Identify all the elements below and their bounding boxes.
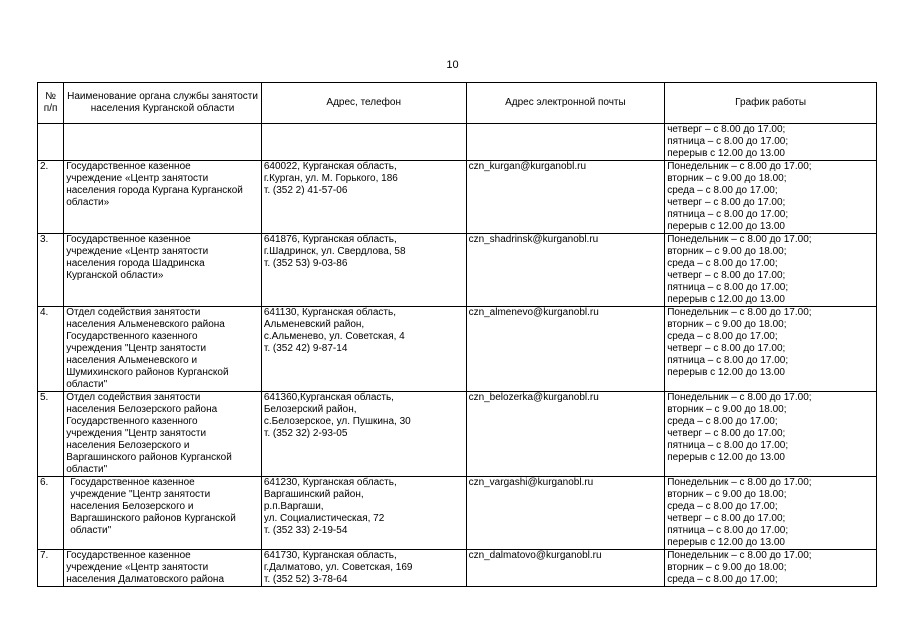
schedule-line: вторник – с 9.00 до 18.00; <box>667 319 787 330</box>
organization-name-line: населения Белозерского и <box>70 501 194 512</box>
email-address: czn_vargashi@kurganobl.ru <box>468 477 594 488</box>
organization-name-line: населения города Шадринска <box>66 258 205 269</box>
organization-name-line: области" <box>66 379 108 390</box>
organization-name-line: населения Альменевского района <box>66 319 225 330</box>
address-line: т. (352 2) 41-57-06 <box>263 185 348 196</box>
address-line: 640022, Курганская область, <box>263 161 397 172</box>
schedule-line: перерыв с 12.00 до 13.00 <box>667 221 785 232</box>
organization-name-line: Отдел содействия занятости <box>66 307 201 318</box>
organization-name-line: области" <box>66 464 108 475</box>
row-number-cell: 5. <box>38 392 64 477</box>
row-number-cell: 6. <box>38 477 64 550</box>
schedule-line: перерыв с 12.00 до 13.00 <box>667 452 785 463</box>
schedule-line: Понедельник – с 8.00 до 17.00; <box>667 307 812 318</box>
table-header-row <box>38 83 877 124</box>
schedule-line: вторник – с 9.00 до 18.00; <box>667 173 787 184</box>
table-row <box>38 307 877 392</box>
page-number: 10 <box>446 59 459 71</box>
schedule-line: четверг – с 8.00 до 17.00; <box>667 197 786 208</box>
continuation-email-cell <box>466 124 665 161</box>
organization-name-line: населения Далматовского района <box>66 574 225 585</box>
schedule-line: Понедельник – с 8.00 до 17.00; <box>667 550 812 561</box>
organization-name-line: населения Белозерского и <box>66 440 190 451</box>
address-line: т. (352 53) 9-03-86 <box>263 258 348 269</box>
schedule-cell <box>665 477 877 550</box>
organization-name-cell <box>64 477 262 550</box>
organization-name-cell <box>64 307 262 392</box>
address-line: Альменевский район, <box>263 319 365 330</box>
schedule-line: четверг – с 8.00 до 17.00; <box>667 428 786 439</box>
email-address: czn_shadrinsk@kurganobl.ru <box>468 234 599 245</box>
table-row <box>38 550 877 587</box>
organization-name-cell <box>64 392 262 477</box>
address-line: р.п.Варгаши, <box>263 501 324 512</box>
organization-name-line: учреждения "Центр занятости <box>66 343 207 354</box>
organization-name-cell <box>64 234 262 307</box>
schedule-line: пятница – с 8.00 до 17.00; <box>667 136 789 147</box>
row-number-cell: 2. <box>38 161 64 234</box>
schedule-line: пятница – с 8.00 до 17.00; <box>667 525 789 536</box>
schedule-line: вторник – с 9.00 до 18.00; <box>667 246 787 257</box>
address-cell <box>261 307 466 392</box>
row-number-cell: 3. <box>38 234 64 307</box>
organization-name-line: Государственное казенное <box>70 477 195 488</box>
continuation-row <box>38 124 877 161</box>
schedule-line: четверг – с 8.00 до 17.00; <box>667 343 786 354</box>
schedule-line: среда – с 8.00 до 17.00; <box>667 258 778 269</box>
schedule-line: среда – с 8.00 до 17.00; <box>667 416 778 427</box>
schedule-line: четверг – с 8.00 до 17.00; <box>667 270 786 281</box>
schedule-line: перерыв с 12.00 до 13.00 <box>667 537 785 548</box>
email-address: czn_belozerka@kurganobl.ru <box>468 392 599 403</box>
table-row <box>38 234 877 307</box>
address-line: 641876, Курганская область, <box>263 234 397 245</box>
address-line: г.Шадринск, ул. Свердлова, 58 <box>263 246 406 257</box>
organization-name-line: области" <box>70 525 112 536</box>
row-number-cell: 7. <box>38 550 64 587</box>
table-row <box>38 161 877 234</box>
email-address: czn_dalmatovo@kurganobl.ru <box>468 550 602 561</box>
address-line: т. (352 33) 2-19-54 <box>263 525 348 536</box>
email-cell <box>466 234 665 307</box>
address-cell <box>261 550 466 587</box>
address-cell <box>261 161 466 234</box>
address-line: с.Белозерское, ул. Пушкина, 30 <box>263 416 411 427</box>
schedule-cell <box>665 161 877 234</box>
continuation-num-cell <box>38 124 64 161</box>
address-cell <box>261 234 466 307</box>
continuation-address-cell <box>261 124 466 161</box>
address-line: Белозерский район, <box>263 404 357 415</box>
address-line: 641130, Курганская область, <box>263 307 396 318</box>
organization-name-line: учреждения "Центр занятости <box>66 428 207 439</box>
header-num: № п/п <box>38 83 64 124</box>
schedule-line: Понедельник – с 8.00 до 17.00; <box>667 392 812 403</box>
organization-name-line: Отдел содействия занятости <box>66 392 201 403</box>
row-number-cell: 4. <box>38 307 64 392</box>
email-cell <box>466 477 665 550</box>
organization-name-line: Государственное казенное <box>66 550 191 561</box>
schedule-line: вторник – с 9.00 до 18.00; <box>667 404 787 415</box>
organization-name-line: учреждение «Центр занятости <box>66 173 209 184</box>
schedule-line: Понедельник – с 8.00 до 17.00; <box>667 477 812 488</box>
schedule-cell <box>665 550 877 587</box>
organization-name-line: учреждение "Центр занятости <box>70 489 211 500</box>
schedule-line: четверг – с 8.00 до 17.00; <box>667 124 786 135</box>
organization-name-line: населения города Кургана Курганской <box>66 185 243 196</box>
schedule-line: вторник – с 9.00 до 18.00; <box>667 562 787 573</box>
schedule-line: перерыв с 12.00 до 13.00 <box>667 294 785 305</box>
schedule-line: пятница – с 8.00 до 17.00; <box>667 440 789 451</box>
schedule-cell <box>665 392 877 477</box>
organization-name-line: учреждение «Центр занятости <box>66 246 209 257</box>
table-row <box>38 392 877 477</box>
address-line: ул. Социалистическая, 72 <box>263 513 385 524</box>
organization-name-line: учреждение «Центр занятости <box>66 562 209 573</box>
header-address: Адрес, телефон <box>261 83 466 124</box>
email-cell <box>466 392 665 477</box>
schedule-line: среда – с 8.00 до 17.00; <box>667 185 778 196</box>
organization-name-cell <box>64 550 262 587</box>
table-rows <box>38 161 877 587</box>
schedule-line: среда – с 8.00 до 17.00; <box>667 331 778 342</box>
address-line: 641730, Курганская область, <box>263 550 397 561</box>
schedule-line: четверг – с 8.00 до 17.00; <box>667 513 786 524</box>
address-line: г.Далматово, ул. Советская, 169 <box>263 562 413 573</box>
organization-name-line: Шумихинского районов Курганской <box>66 367 229 378</box>
organization-name-line: области» <box>66 197 110 208</box>
schedule-line: пятница – с 8.00 до 17.00; <box>667 209 789 220</box>
schedule-line: перерыв с 12.00 до 13.00 <box>667 367 785 378</box>
schedule-line: среда – с 8.00 до 17.00; <box>667 574 778 585</box>
employment-services-table <box>37 82 877 587</box>
organization-name-line: Государственного казенного <box>66 331 198 342</box>
organization-name-line: населения Альменевского и <box>66 355 198 366</box>
address-line: с.Альменево, ул. Советская, 4 <box>263 331 405 342</box>
address-line: Варгашинский район, <box>263 489 364 500</box>
address-line: т. (352 32) 2-93-05 <box>263 428 348 439</box>
schedule-line: пятница – с 8.00 до 17.00; <box>667 282 789 293</box>
organization-name-line: Варгашинского районов Курганской <box>66 452 232 463</box>
address-line: 641230, Курганская область, <box>263 477 397 488</box>
continuation-schedule-cell <box>665 124 877 161</box>
schedule-line: Понедельник – с 8.00 до 17.00; <box>667 161 812 172</box>
organization-name-line: Государственного казенного <box>66 416 198 427</box>
email-cell <box>466 307 665 392</box>
organization-name-cell <box>64 161 262 234</box>
header-schedule: График работы <box>665 83 877 124</box>
schedule-line: вторник – с 9.00 до 18.00; <box>667 489 787 500</box>
organization-name-line: Государственное казенное <box>66 161 191 172</box>
email-address: czn_almenevo@kurganobl.ru <box>468 307 599 318</box>
organization-name-line: Государственное казенное <box>66 234 191 245</box>
schedule-line: среда – с 8.00 до 17.00; <box>667 501 778 512</box>
organization-name-line: населения Белозерского района <box>66 404 218 415</box>
email-cell <box>466 550 665 587</box>
address-line: т. (352 52) 3-78-64 <box>263 574 348 585</box>
schedule-line: перерыв с 12.00 до 13.00 <box>667 148 785 159</box>
email-cell <box>466 161 665 234</box>
address-cell <box>261 477 466 550</box>
table-row <box>38 477 877 550</box>
schedule-line: пятница – с 8.00 до 17.00; <box>667 355 789 366</box>
schedule-cell <box>665 307 877 392</box>
address-line: т. (352 42) 9-87-14 <box>263 343 348 354</box>
address-cell <box>261 392 466 477</box>
continuation-name-cell <box>64 124 262 161</box>
organization-name-line: Варгашинского районов Курганской <box>70 513 236 524</box>
address-line: г.Курган, ул. М. Горького, 186 <box>263 173 398 184</box>
header-name: Наименование органа службы занятости населения Курганской области <box>64 83 262 124</box>
schedule-cell <box>665 234 877 307</box>
organization-name-line: Курганской области» <box>66 270 164 281</box>
email-address: czn_kurgan@kurganobl.ru <box>468 161 587 172</box>
address-line: 641360,Курганская область, <box>263 392 394 403</box>
header-email: Адрес электронной почты <box>466 83 665 124</box>
schedule-line: Понедельник – с 8.00 до 17.00; <box>667 234 812 245</box>
